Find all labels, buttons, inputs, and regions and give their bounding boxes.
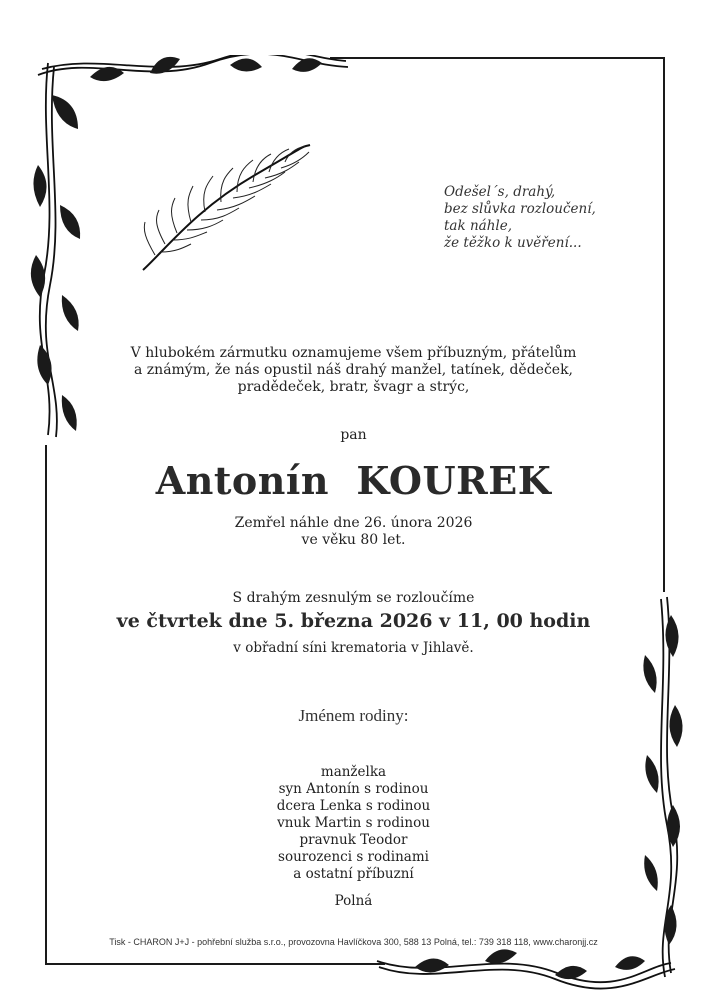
vine-leaf bbox=[415, 958, 449, 972]
deceased-name bbox=[0, 458, 707, 503]
family-member: vnuk Martin s rodinou bbox=[277, 815, 430, 831]
announcement-line: pradědeček, bratr, švagr a strýc, bbox=[237, 379, 470, 395]
vine-leaf bbox=[669, 705, 682, 747]
family-member: dcera Lenka s rodinou bbox=[276, 798, 431, 814]
deceased-last-name: KOUREK bbox=[356, 458, 552, 503]
vine-leaf bbox=[555, 966, 587, 979]
family-member: syn Antonín s rodinou bbox=[278, 781, 429, 797]
poem bbox=[444, 184, 596, 252]
poem-line: že těžko k uvěření... bbox=[444, 235, 582, 251]
vine-leaf bbox=[665, 615, 678, 657]
family-member: a ostatní příbuzní bbox=[293, 866, 414, 882]
vine-leaf bbox=[615, 956, 645, 970]
poem-line: Odešel´s, drahý, bbox=[444, 184, 556, 200]
vine-leaf bbox=[33, 165, 46, 207]
funeral-location: v obřadní síni krematoria v Jihlavě. bbox=[233, 640, 474, 656]
vine-leaf bbox=[52, 95, 78, 129]
vine-leaf bbox=[643, 655, 656, 693]
announcement-line: V hlubokém zármutku oznamujeme všem příbuzným, přátelům bbox=[130, 345, 577, 361]
announcement-text bbox=[0, 345, 707, 396]
frame-bottom-line bbox=[45, 963, 385, 965]
announcement-line: a známým, že nás opustil náš drahý manžel, tatínek, dědeček, bbox=[134, 362, 573, 378]
vine-leaf bbox=[485, 949, 517, 963]
vine-leaf bbox=[60, 205, 80, 239]
death-age: ve věku 80 let. bbox=[301, 532, 406, 548]
family-member: pravnuk Teodor bbox=[299, 832, 408, 848]
funeral-date-time: ve čtvrtek dne 5. března 2026 v 11, 00 hodin bbox=[116, 610, 591, 632]
frame-top-line bbox=[330, 57, 665, 59]
printer-footer: Tisk - CHARON J+J - pohřební služba s.r.o., provozovna Havlíčkova 300, 588 13 Polná, tel.: 739 318 118, www.charonjj.cz bbox=[109, 937, 598, 947]
vine-leaf bbox=[31, 255, 45, 297]
vine-leaf bbox=[644, 855, 658, 891]
deceased-first-name: Antonín bbox=[155, 458, 329, 503]
family-member: sourozenci s rodinami bbox=[278, 849, 429, 865]
vine-ornament-bottom-right bbox=[375, 595, 695, 990]
poem-line: bez slůvka rozloučení, bbox=[444, 201, 596, 217]
death-info bbox=[0, 515, 707, 549]
poem-line: tak náhle, bbox=[444, 218, 512, 234]
vine-leaf bbox=[62, 395, 77, 431]
family-heading: Jménem rodiny: bbox=[298, 706, 409, 725]
feather-illustration bbox=[135, 140, 315, 275]
frame-right-line bbox=[663, 57, 665, 592]
farewell-intro: S drahým zesnulým se rozloučíme bbox=[232, 590, 475, 606]
vine-leaf bbox=[230, 58, 262, 71]
family-member: manželka bbox=[320, 764, 387, 780]
family-place: Polná bbox=[334, 893, 373, 909]
death-date: Zemřel náhle dne 26. února 2026 bbox=[234, 515, 473, 531]
vine-leaf bbox=[645, 755, 658, 793]
vine-leaf bbox=[62, 295, 79, 331]
honorific: pan bbox=[340, 427, 367, 443]
vine-leaf bbox=[292, 58, 322, 72]
